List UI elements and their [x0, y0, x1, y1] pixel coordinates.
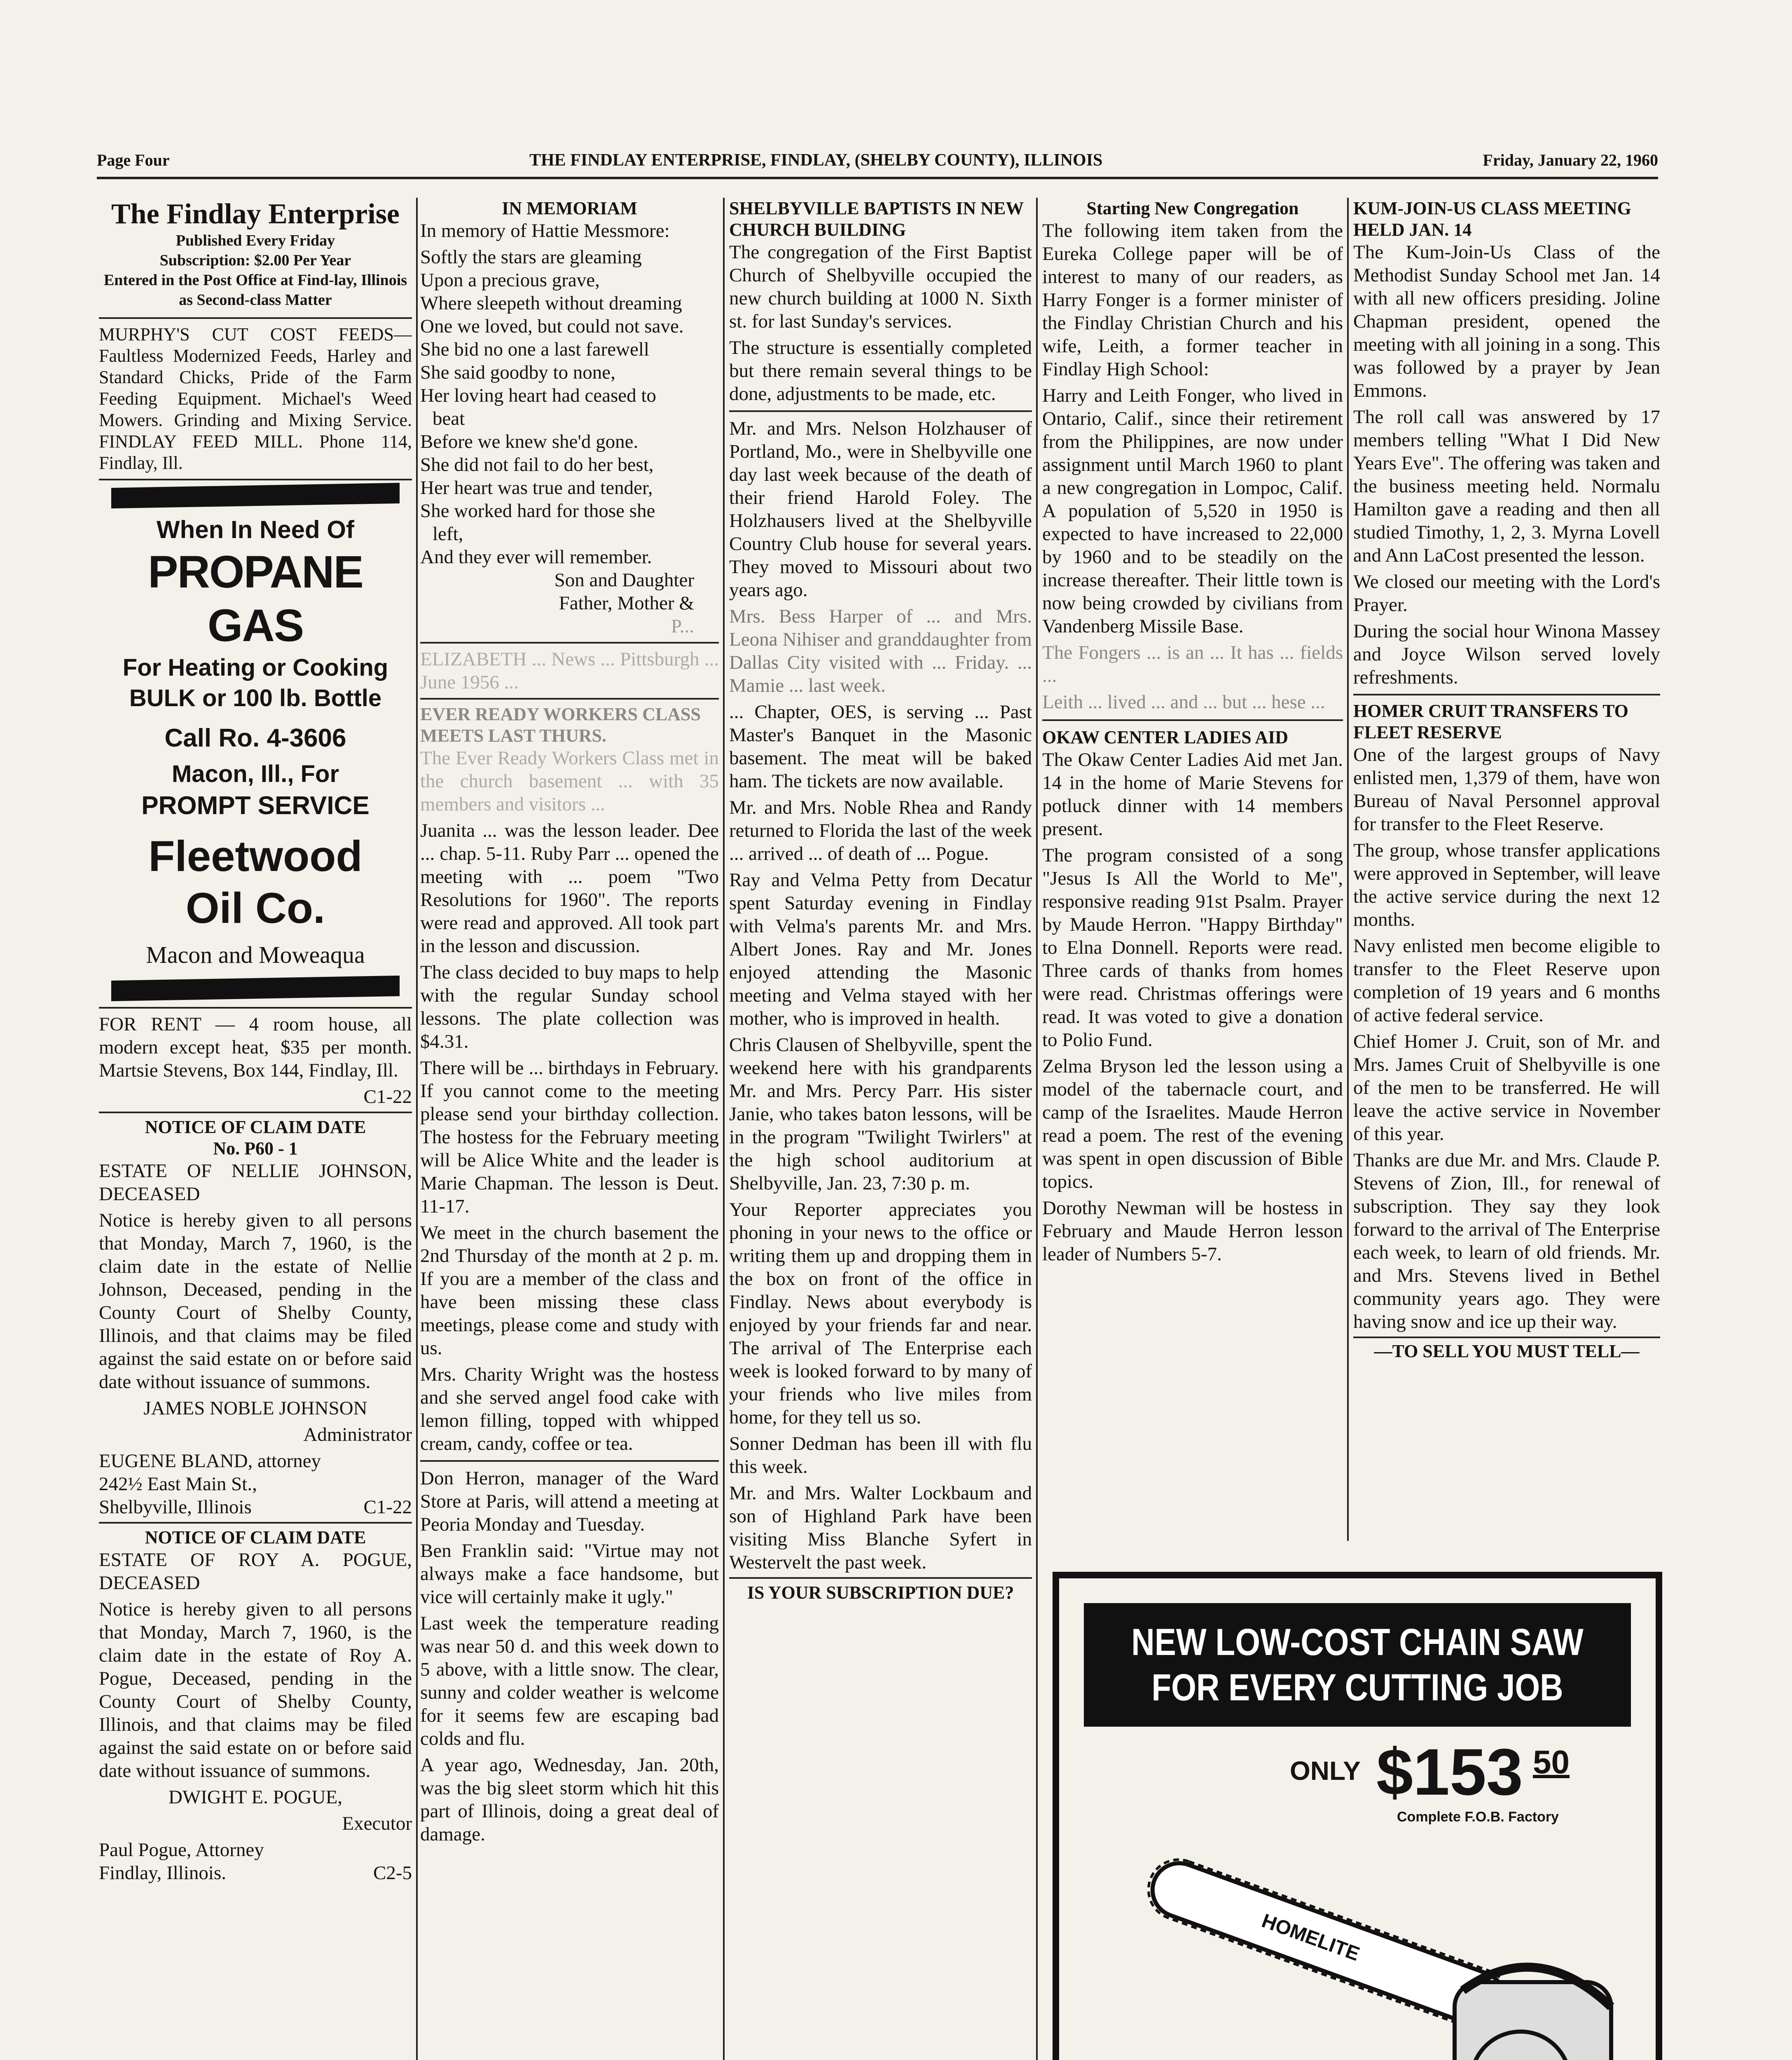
poem-line: Her heart was true and tender, — [420, 477, 653, 499]
paragraph: The Fongers ... is an ... It has ... fields ... — [1042, 642, 1343, 686]
memoriam-poem — [420, 246, 719, 638]
ad-banner-bar — [111, 483, 400, 508]
claim-attorney: Findlay, Illinois. — [99, 1862, 226, 1884]
murphy-ad: MURPHY'S CUT COST FEEDS—Faultless Modernized Feeds, Harley and Standard Chicks, Pride of the Farm Feeding Equipment. Michael's Weed Mowers. Grinding and Mixing Service. FINDLAY FEED MILL. Phone 114, Findlay, Ill. — [99, 324, 412, 473]
propane-line: Macon, Ill., For — [171, 761, 339, 787]
article-headline: OKAW CENTER LADIES AID — [1042, 727, 1289, 747]
propane-ad — [99, 485, 412, 999]
claim-attorney: Paul Pogue, Attorney — [99, 1839, 264, 1861]
claim-estate: ESTATE OF NELLIE JOHNSON, DECEASED — [99, 1160, 412, 1205]
subscription-footer: IS YOUR SUBSCRIPTION DUE? — [747, 1582, 1014, 1603]
propane-line: For Heating or Cooking — [122, 654, 388, 681]
paragraph: Mr. and Mrs. Nelson Holzhauser of Portland, Mo., were in Shelbyville one day last week because of the death of their friend Harold Foley. The Holzhausers lived at the Shelbyville Country Club house for several years. They moved to Missouri about two years ago. — [729, 418, 1032, 601]
paragraph: One of the largest groups of Navy enlisted men, 1,379 of them, have won Bureau of Naval Personnel approval for transfer to the Fleet Reserve. — [1353, 744, 1660, 835]
article-headline: SHELBYVILLE BAPTISTS IN NEW CHURCH BUILDING — [729, 198, 1024, 240]
paragraph: ... Chapter, OES, is serving ... Past Master's Banquet in the Masonic basement. The meat will be baked ham. The tickets are now available. — [729, 701, 1032, 792]
propane-phone: Call Ro. 4-3606 — [164, 724, 346, 752]
divider — [420, 1460, 719, 1462]
paragraph: Ray and Velma Petty from Decatur spent Saturday evening in Findlay with Velma's parents Mr. and Mrs. Albert Jones. Ray and Mr. Jones enjoyed attending the Masonic meeting and Velma stayed with her mother, who is improved in health. — [729, 869, 1032, 1029]
poem-line: left, — [433, 523, 463, 545]
column-rule — [1347, 198, 1349, 1541]
divider — [729, 1577, 1032, 1579]
paragraph: The congregation of the First Baptist Church of Shelbyville occupied the new church building at 1000 N. Sixth st. for last Sunday's services. — [729, 241, 1032, 332]
claim-body: Notice is hereby given to all persons that Monday, March 7, 1960, is the claim date in the estate of Nellie Johnson, Deceased, pending in the County Court of Shelby County, Illinois, and that claims may be filed against the said estate on or before said date without issuance of summons. — [99, 1210, 412, 1393]
propane-company: Oil Co. — [185, 884, 325, 932]
poem-line: She did not fail to do her best, — [420, 454, 654, 475]
article-headline: EVER READY WORKERS CLASS MEETS LAST THURS. — [420, 704, 701, 746]
paragraph: Navy enlisted men become eligible to transfer to the Fleet Reserve upon completion of 19 years and 6 months of active federal service. — [1353, 935, 1660, 1026]
column-rule — [416, 198, 418, 2060]
memoriam-signature: Son and Daughter — [554, 569, 694, 591]
divider — [1353, 694, 1660, 695]
poem-line: And they ever will remember. — [420, 546, 652, 568]
banner-line: NEW LOW-COST CHAIN SAW — [1131, 1621, 1584, 1663]
masthead-name: The Findlay Enterprise — [111, 198, 400, 230]
poem-line: Upon a precious grave, — [420, 269, 600, 291]
article-headline: KUM-JOIN-US CLASS MEETING HELD JAN. 14 — [1353, 198, 1631, 240]
poem-line: Where sleepeth without dreaming — [420, 293, 682, 314]
divider — [729, 410, 1032, 412]
column-3 — [729, 198, 1032, 2060]
propane-line: PROMPT SERVICE — [141, 791, 370, 820]
masthead-line: Published Every Friday — [175, 232, 335, 249]
memoriam-intro: In memory of Hattie Messmore: — [420, 220, 670, 241]
paragraph: Mr. and Mrs. Walter Lockbaum and son of Highland Park have been visiting Miss Blanche Syfert in Westervelt the past week. — [729, 1482, 1032, 1573]
claim-signature: DWIGHT E. POGUE, — [168, 1786, 343, 1808]
divider — [99, 317, 412, 319]
ad-banner-bar — [111, 976, 400, 1001]
price: $153 — [1376, 1735, 1523, 1809]
divider — [99, 1112, 412, 1113]
paragraph: Your Reporter appreciates you phoning in your news to the office or writing them up and dropping them in the box on front of the office in Findlay. News about everybody is enjoyed by your friends far and near. The arrival of The Enterprise each week is looked forward to by many of your friends who live miles from home, for they tell us so. — [729, 1199, 1032, 1428]
poem-line: Softly the stars are gleaming — [420, 246, 642, 268]
paragraph: Ben Franklin said: "Virtue may not always make a face handsome, but vice will certainly make it ugly." — [420, 1540, 719, 1608]
paragraph: Harry and Leith Fonger, who lived in Ontario, Calif., since their retirement from the Philippines, are now under assignment until March 1960 to plant a new congregation in Lompoc, Calif. A population of 5,520 in 1950 is expected to have increased to 22,000 by 1960 and to be steadily on the increase thereafter. Their little town is now being crowded by civilians from Vandenberg Missile Base. — [1042, 385, 1343, 637]
poem-line: She worked hard for those she — [420, 500, 655, 522]
paragraph: Mrs. Bess Harper of ... and Mrs. Leona Nihiser and granddaughter from Dallas City visited with ... Friday. ... Mamie ... last week. — [729, 606, 1032, 696]
divider — [99, 1007, 412, 1009]
paragraph: The class decided to buy maps to help with the regular Sunday school lessons. The plate collection was $4.31. — [420, 962, 719, 1052]
faded-item: ELIZABETH ... News ... Pittsburgh ... June 1956 ... — [420, 648, 719, 693]
homelite-banner — [1084, 1603, 1631, 1727]
price-only: ONLY — [1290, 1756, 1361, 1786]
paragraph: The roll call was answered by 17 members telling "What I Did New Years Eve". The offering was taken and the business meeting held. Normalu Hamilton gave a reading and then all studied Timothy, 1, 2, 3. Myrna Lovell and Ann LaCost presented the lesson. — [1353, 406, 1660, 566]
paragraph: The structure is essentially completed but there remain several things to be done, adjustments to be made, etc. — [729, 337, 1032, 405]
paragraph: The Kum-Join-Us Class of the Methodist Sunday School met Jan. 14 with all new officers presiding. Joline Chapman president, opened the meeting with all joining in a song. This was followed by a prayer by Jean Emmons. — [1353, 241, 1660, 401]
divider — [99, 1522, 412, 1524]
masthead-line: Subscription: $2.00 Per Year — [159, 252, 351, 269]
paragraph: Thanks are due Mr. and Mrs. Claude P. Stevens of Zion, Ill., for renewal of subscription. They say they look forward to the arrival of The Enterprise each week, to learn of old friends. Mr. and Mrs. Stevens lived in Bethel community years ago. They were having snow and ice up their way. — [1353, 1149, 1660, 1332]
masthead — [99, 198, 412, 310]
ad-code: C1-22 — [363, 1496, 412, 1518]
poem-line: Before we knew she'd gone. — [420, 431, 639, 452]
paragraph: Juanita ... was the lesson leader. Dee ... chap. 5-11. Ruby Parr ... opened the meeting with ... poem "Two Resolutions for 1960". The reports were read and approved. All took part in the lesson and discussion. — [420, 820, 719, 957]
paragraph: Sonner Dedman has been ill with flu this week. — [729, 1433, 1032, 1477]
divider — [1042, 719, 1343, 721]
column-rule — [1036, 198, 1038, 2060]
propane-line: Macon and Moweaqua — [146, 941, 365, 968]
claim-title: NOTICE OF CLAIM DATE — [145, 1527, 366, 1547]
column-2 — [420, 198, 719, 2060]
article-headline: HOMER CRUIT TRANSFERS TO FLEET RESERVE — [1353, 701, 1628, 742]
issue-date: Friday, January 22, 1960 — [1483, 151, 1658, 169]
divider — [99, 479, 412, 480]
paragraph: Don Herron, manager of the Ward Store at Paris, will attend a meeting at Peoria Monday and Tuesday. — [420, 1468, 719, 1535]
paragraph: There will be ... birthdays in February. If you cannot come to the meeting please send your birthday collection. The hostess for the February meeting will be Alice White and the leader is Marie Chapman. The lesson is Deut. 11-17. — [420, 1057, 719, 1217]
paragraph: Mrs. Charity Wright was the hostess and she served angel food cake with lemon filling, topped with whipped cream, candy, coffee or tea. — [420, 1364, 719, 1454]
paragraph: The following item taken from the Eureka College paper will be of interest to many of our readers, as Harry Fonger is a former minister of the Findlay Christian Church and his wife, Leith, a former teacher in Findlay High School: — [1042, 220, 1343, 380]
claim-signature: Administrator — [303, 1424, 412, 1445]
ad-code: C1-22 — [363, 1086, 412, 1107]
paragraph: We meet in the church basement the 2nd Thursday of the month at 2 p. m. If you are a member of the class and have been missing these class meetings, please come and study with us. — [420, 1222, 719, 1359]
propane-line: BULK or 100 lb. Bottle — [129, 685, 382, 712]
claim-estate: ESTATE OF ROY A. POGUE, DECEASED — [99, 1549, 412, 1594]
paragraph: Mr. and Mrs. Noble Rhea and Randy returned to Florida the last of the week ... arrived ... of death of ... Pogue. — [729, 797, 1032, 864]
propane-line: When In Need Of — [157, 516, 354, 543]
claim-attorney: EUGENE BLAND, attorney — [99, 1450, 321, 1472]
paragraph: Chris Clausen of Shelbyville, spent the weekend here with his grandparents Mr. and Mrs. Percy Parr. His sister Janie, who takes baton lessons, will be in the program "Twilight Twirlers" at the high school auditorium at Shelbyville, Jan. 23, 7:30 p. m. — [729, 1034, 1032, 1194]
paragraph: Chief Homer J. Cruit, son of Mr. and Mrs. James Cruit of Shelbyville is one of the men to be transferred. He will leave the active service in November of this year. — [1353, 1031, 1660, 1145]
faded-item: The Ever Ready Workers Class met in the church basement ... with 35 members and visitors ... — [420, 747, 719, 815]
poem-line: Her loving heart had ceased to — [420, 385, 656, 406]
paragraph: The Okaw Center Ladies Aid met Jan. 14 in the home of Marie Stevens for potluck dinner with 14 members present. — [1042, 749, 1343, 840]
divider — [420, 642, 719, 644]
paragraph: The program consisted of a song "Jesus Is All the World to Me", responsive reading 91st Psalm. Prayer by Maude Herron. "Happy Birthday" to Elna Donnell. Reports were read. Three cards of thanks from homes were read. Christmas offerings were read. It was voted to give a donation to Polio Fund. — [1042, 845, 1343, 1051]
paragraph: Dorothy Newman will be hostess in February and Maude Herron lesson leader of Numbers 5-7. — [1042, 1197, 1343, 1265]
poem-line: One we loved, but could not save. — [420, 316, 684, 337]
paper-title: THE FINDLAY ENTERPRISE, FINDLAY, (SHELBY COUNTY), ILLINOIS — [529, 151, 1103, 170]
price-cents: 50 — [1533, 1744, 1570, 1780]
claim-number: No. P60 - 1 — [213, 1138, 298, 1159]
ad-code: C2-5 — [373, 1862, 412, 1884]
paragraph: Last week the temperature reading was near 50 d. and this week down to 5 above, with a little snow. The clear, sunny and colder weather is welcome for it seems few are escaping bad colds and flu. — [420, 1613, 719, 1749]
column-5 — [1353, 198, 1660, 1541]
chainsaw-bar-text: HOMELITE — [1259, 1910, 1363, 1966]
column-4 — [1042, 198, 1343, 1541]
poem-line: beat — [433, 408, 465, 429]
poem-line: She said goodby to none, — [420, 362, 615, 383]
propane-headline: PROPANE GAS — [148, 547, 363, 651]
page-header — [97, 146, 1658, 179]
chainsaw-icon — [1092, 1834, 1636, 2060]
claim-signature: JAMES NOBLE JOHNSON — [143, 1398, 367, 1419]
claim-body: Notice is hereby given to all persons that Monday, March 7, 1960, is the claim date in the estate of Roy A. Pogue, Deceased, pending in the County Court of Shelby County, Illinois, and that claims may be filed against the said estate on or before said date without issuance of summons. — [99, 1599, 412, 1781]
banner-line: FOR EVERY CUTTING JOB — [1151, 1667, 1563, 1709]
homelite-ad — [1053, 1572, 1662, 2060]
paragraph: Zelma Bryson led the lesson using a model of the tabernacle court, and camp of the Israelites. Maude Herron read a poem. The rest of the evening was spent in open discussion of Bible topics. — [1042, 1056, 1343, 1192]
masthead-line: Entered in the Post Office at Find-lay, Illinois as Second-class Matter — [103, 272, 407, 309]
for-rent-ad: FOR RENT — 4 room house, all modern except heat, $35 per month. Martsie Stevens, Box 144, Findlay, Ill. — [99, 1014, 412, 1081]
paragraph: Leith ... lived ... and ... but ... hese ... — [1042, 691, 1325, 713]
paragraph: A year ago, Wednesday, Jan. 20th, was the big sleet storm which hit this part of Illinois, doing a great deal of damage. — [420, 1754, 719, 1845]
price-note: Complete F.O.B. Factory — [1397, 1809, 1559, 1825]
article-headline: Starting New Congregation — [1086, 198, 1299, 218]
column-1 — [99, 198, 412, 2060]
claim-signature: Executor — [342, 1813, 412, 1834]
paragraph: During the social hour Winona Massey and Joyce Wilson served lovely refreshments. — [1353, 620, 1660, 688]
poem-line: She bid no one a last farewell — [420, 339, 649, 360]
paragraph: We closed our meeting with the Lord's Prayer. — [1353, 571, 1660, 616]
memoriam-signature: P... — [671, 616, 694, 637]
claim-title: NOTICE OF CLAIM DATE — [145, 1117, 366, 1137]
page-number: Page Four — [97, 151, 170, 169]
divider — [420, 698, 719, 700]
claim-attorney: 242½ East Main St., — [99, 1473, 257, 1495]
claim-attorney: Shelbyville, Illinois — [99, 1496, 252, 1518]
paragraph: The group, whose transfer applications were approved in September, will leave the active service during the next 12 months. — [1353, 840, 1660, 930]
propane-company: Fleetwood — [148, 832, 363, 880]
memoriam-title: IN MEMORIAM — [502, 198, 637, 218]
column-rule — [723, 198, 725, 2060]
memoriam-signature: Father, Mother & — [559, 592, 694, 614]
tell-footer: —TO SELL YOU MUST TELL— — [1353, 1337, 1660, 1362]
